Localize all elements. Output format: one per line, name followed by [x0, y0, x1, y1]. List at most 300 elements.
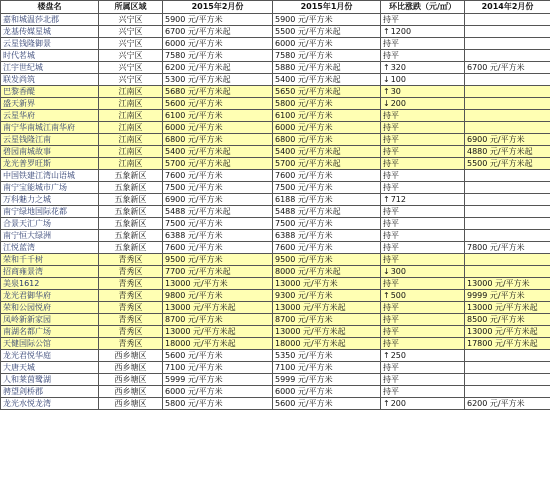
- cell-area-text: 西乡塘区: [114, 350, 147, 360]
- cell-jan-2015: [273, 50, 381, 62]
- cell-feb-2015: [163, 326, 273, 338]
- cell-change: [381, 98, 465, 110]
- cell-feb-2014: [465, 110, 550, 122]
- cell-property-name: [1, 278, 99, 290]
- cell-feb-2015-text: 7100 元/平方米: [165, 362, 223, 372]
- cell-property-name: [1, 158, 99, 170]
- cell-jan-2015: [273, 74, 381, 86]
- cell-jan-2015-text: 6000 元/平方米: [275, 122, 333, 132]
- cell-feb-2015: [163, 62, 273, 74]
- cell-feb-2015: [163, 350, 273, 362]
- cell-jan-2015: [273, 14, 381, 26]
- cell-feb-2014-text: 9999 元/平方米: [467, 290, 525, 300]
- cell-feb-2015-text: 5900 元/平方米: [165, 14, 223, 24]
- cell-area: [99, 122, 163, 134]
- cell-feb-2015: [163, 110, 273, 122]
- cell-jan-2015: [273, 26, 381, 38]
- cell-feb-2015: [163, 134, 273, 146]
- table-row: [1, 362, 550, 374]
- cell-change: [381, 374, 465, 386]
- cell-area: [99, 194, 163, 206]
- cell-feb-2014-text: 13000 元/平方米起: [467, 302, 538, 312]
- cell-change: [381, 74, 465, 86]
- cell-area-text: 青秀区: [118, 266, 143, 276]
- cell-area: [99, 146, 163, 158]
- cell-area: [99, 170, 163, 182]
- cell-change-text: 持平: [383, 362, 399, 372]
- cell-jan-2015: [273, 362, 381, 374]
- cell-property-name: [1, 182, 99, 194]
- cell-change: [381, 26, 465, 38]
- cell-jan-2015: [273, 158, 381, 170]
- cell-feb-2015: [163, 26, 273, 38]
- cell-jan-2015: [273, 338, 381, 350]
- cell-property-name: [1, 350, 99, 362]
- cell-change: [381, 194, 465, 206]
- cell-jan-2015-text: 7600 元/平方米: [275, 170, 333, 180]
- cell-area: [99, 74, 163, 86]
- table-row: [1, 182, 550, 194]
- cell-property-name: [1, 218, 99, 230]
- cell-feb-2015: [163, 362, 273, 374]
- cell-feb-2015: [163, 206, 273, 218]
- cell-feb-2015-text: 5488 元/平方米起: [165, 206, 231, 216]
- header-feb-2014: 2014年2月份: [465, 1, 550, 14]
- cell-jan-2015: [273, 398, 381, 410]
- cell-area-text: 青秀区: [118, 290, 143, 300]
- cell-feb-2015: [163, 242, 273, 254]
- table-row: [1, 26, 550, 38]
- cell-feb-2014-text: 13000 元/平方米起: [467, 326, 538, 336]
- cell-feb-2014-text: 13000 元/平方米: [467, 278, 530, 288]
- table-row: [1, 146, 550, 158]
- cell-change-text: 持平: [383, 374, 399, 384]
- cell-jan-2015-text: 13000 元/平方米起: [275, 326, 346, 336]
- header-area: 所属区域: [99, 1, 163, 14]
- cell-property-name: [1, 194, 99, 206]
- table-row: [1, 134, 550, 146]
- table-row: [1, 86, 550, 98]
- table-row: [1, 374, 550, 386]
- cell-property-name-text: 龙光水悦龙湾: [3, 398, 51, 408]
- cell-jan-2015: [273, 86, 381, 98]
- cell-feb-2014: [465, 386, 550, 398]
- cell-feb-2015: [163, 98, 273, 110]
- cell-feb-2014: [465, 254, 550, 266]
- arrow-up-icon: ↑: [383, 290, 390, 300]
- cell-jan-2015-text: 6100 元/平方米: [275, 110, 333, 120]
- cell-change-text: 持平: [383, 110, 399, 120]
- cell-area: [99, 50, 163, 62]
- cell-change-text: 712: [390, 194, 406, 204]
- cell-change-text: 250: [390, 350, 406, 360]
- cell-jan-2015: [273, 98, 381, 110]
- cell-feb-2015: [163, 386, 273, 398]
- cell-jan-2015-text: 5400 元/平方米起: [275, 74, 341, 84]
- cell-jan-2015: [273, 194, 381, 206]
- table-row: [1, 254, 550, 266]
- cell-feb-2014: [465, 50, 550, 62]
- cell-feb-2014-text: 6700 元/平方米: [467, 62, 525, 72]
- table-row: [1, 386, 550, 398]
- table-row: [1, 398, 550, 410]
- header-jan-2015: 2015年1月份: [273, 1, 381, 14]
- cell-change: [381, 170, 465, 182]
- cell-property-name-text: 巴黎香醍: [3, 86, 35, 96]
- cell-area-text: 兴宁区: [118, 38, 143, 48]
- cell-feb-2015: [163, 194, 273, 206]
- cell-property-name: [1, 242, 99, 254]
- cell-feb-2015-text: 7600 元/平方米: [165, 242, 223, 252]
- cell-area: [99, 206, 163, 218]
- cell-property-name-text: 南湖名都广场: [3, 326, 51, 336]
- cell-feb-2015-text: 13000 元/平方米起: [165, 326, 236, 336]
- cell-property-name-text: 南宁华南城江南华府: [3, 122, 75, 132]
- cell-property-name-text: 荣和千千树: [3, 254, 43, 264]
- table-row: [1, 206, 550, 218]
- cell-feb-2014: [465, 266, 550, 278]
- table-row: [1, 50, 550, 62]
- cell-feb-2014: [465, 374, 550, 386]
- cell-change-text: 持平: [383, 146, 399, 156]
- cell-change-text: 持平: [383, 122, 399, 132]
- cell-feb-2015: [163, 290, 273, 302]
- cell-feb-2014-text: 4880 元/平方米起: [467, 146, 533, 156]
- cell-change: [381, 266, 465, 278]
- cell-area-text: 西乡塘区: [114, 362, 147, 372]
- cell-jan-2015: [273, 374, 381, 386]
- cell-feb-2014: [465, 398, 550, 410]
- cell-feb-2014: [465, 338, 550, 350]
- arrow-down-icon: ↓: [383, 74, 390, 84]
- cell-property-name: [1, 74, 99, 86]
- cell-property-name-text: 骋望剑桥郡: [3, 386, 43, 396]
- cell-property-name: [1, 362, 99, 374]
- cell-jan-2015: [273, 146, 381, 158]
- cell-feb-2015: [163, 38, 273, 50]
- cell-feb-2014: [465, 62, 550, 74]
- cell-jan-2015: [273, 266, 381, 278]
- cell-area-text: 江南区: [118, 146, 143, 156]
- cell-change: [381, 350, 465, 362]
- cell-change: [381, 50, 465, 62]
- cell-jan-2015: [273, 278, 381, 290]
- cell-feb-2015-text: 7700 元/平方米起: [165, 266, 231, 276]
- cell-feb-2014: [465, 182, 550, 194]
- cell-feb-2015: [163, 338, 273, 350]
- cell-feb-2015: [163, 314, 273, 326]
- cell-change: [381, 182, 465, 194]
- cell-property-name: [1, 230, 99, 242]
- cell-jan-2015: [273, 122, 381, 134]
- cell-jan-2015-text: 7500 元/平方米: [275, 218, 333, 228]
- arrow-down-icon: ↓: [383, 98, 390, 108]
- table-row: [1, 74, 550, 86]
- cell-property-name: [1, 326, 99, 338]
- cell-change-text: 320: [390, 62, 406, 72]
- cell-area-text: 兴宁区: [118, 14, 143, 24]
- cell-area-text: 五象新区: [114, 170, 147, 180]
- cell-change: [381, 362, 465, 374]
- cell-change-text: 持平: [383, 134, 399, 144]
- cell-feb-2015-text: 9500 元/平方米: [165, 254, 223, 264]
- cell-area-text: 五象新区: [114, 230, 147, 240]
- table-row: [1, 110, 550, 122]
- cell-area: [99, 158, 163, 170]
- cell-property-name-text: 时代茗城: [3, 50, 35, 60]
- header-row: [1, 1, 550, 14]
- cell-feb-2014: [465, 146, 550, 158]
- cell-feb-2014: [465, 290, 550, 302]
- cell-feb-2015: [163, 218, 273, 230]
- cell-feb-2014: [465, 98, 550, 110]
- cell-area-text: 西乡塘区: [114, 398, 147, 408]
- cell-jan-2015: [273, 290, 381, 302]
- cell-feb-2015: [163, 374, 273, 386]
- cell-jan-2015: [273, 62, 381, 74]
- cell-property-name: [1, 98, 99, 110]
- cell-jan-2015-text: 5500 元/平方米起: [275, 26, 341, 36]
- cell-property-name: [1, 26, 99, 38]
- cell-jan-2015-text: 5880 元/平方米起: [275, 62, 341, 72]
- cell-property-name: [1, 314, 99, 326]
- cell-property-name-text: 江宇世纪城: [3, 62, 43, 72]
- cell-feb-2015-text: 8700 元/平方米: [165, 314, 223, 324]
- cell-feb-2014: [465, 218, 550, 230]
- cell-area: [99, 182, 163, 194]
- cell-property-name-text: 大唐天城: [3, 362, 35, 372]
- cell-feb-2015: [163, 302, 273, 314]
- cell-area-text: 兴宁区: [118, 26, 143, 36]
- cell-change: [381, 218, 465, 230]
- cell-change-text: 100: [390, 74, 406, 84]
- cell-change: [381, 158, 465, 170]
- cell-change-text: 持平: [383, 302, 399, 312]
- cell-change-text: 300: [390, 266, 406, 276]
- cell-jan-2015: [273, 230, 381, 242]
- table-row: [1, 302, 550, 314]
- cell-change: [381, 206, 465, 218]
- cell-property-name: [1, 170, 99, 182]
- arrow-down-icon: ↓: [383, 266, 390, 276]
- cell-area-text: 五象新区: [114, 194, 147, 204]
- cell-area-text: 青秀区: [118, 254, 143, 264]
- cell-feb-2014: [465, 134, 550, 146]
- cell-area-text: 青秀区: [118, 326, 143, 336]
- cell-jan-2015-text: 5900 元/平方米: [275, 14, 333, 24]
- cell-change-text: 1200: [390, 26, 412, 36]
- cell-property-name: [1, 134, 99, 146]
- cell-property-name-text: 云星钱隆御景: [3, 38, 51, 48]
- cell-area-text: 五象新区: [114, 206, 147, 216]
- cell-jan-2015-text: 7100 元/平方米: [275, 362, 333, 372]
- cell-property-name: [1, 122, 99, 134]
- cell-area: [99, 38, 163, 50]
- table-row: [1, 266, 550, 278]
- cell-area-text: 兴宁区: [118, 74, 143, 84]
- cell-area-text: 西乡塘区: [114, 374, 147, 384]
- cell-property-name-text: 江悦蓝湾: [3, 242, 35, 252]
- cell-change-text: 200: [390, 98, 406, 108]
- cell-area: [99, 242, 163, 254]
- cell-property-name-text: 美泉1612: [3, 278, 40, 288]
- cell-area: [99, 134, 163, 146]
- cell-feb-2014-text: 6200 元/平方米: [467, 398, 525, 408]
- cell-area-text: 兴宁区: [118, 62, 143, 72]
- cell-jan-2015-text: 8000 元/平方米起: [275, 266, 341, 276]
- cell-property-name-text: 龙光君悦华庭: [3, 350, 51, 360]
- cell-feb-2014-text: 6900 元/平方米: [467, 134, 525, 144]
- cell-change: [381, 314, 465, 326]
- cell-feb-2015-text: 7580 元/平方米: [165, 50, 223, 60]
- table-row: [1, 314, 550, 326]
- table-row: [1, 170, 550, 182]
- cell-jan-2015-text: 7500 元/平方米: [275, 182, 333, 192]
- arrow-up-icon: ↑: [383, 350, 390, 360]
- table-row: [1, 278, 550, 290]
- table-row: [1, 242, 550, 254]
- cell-change: [381, 122, 465, 134]
- cell-change-text: 持平: [383, 314, 399, 324]
- cell-feb-2015-text: 5800 元/平方米: [165, 398, 223, 408]
- cell-area: [99, 302, 163, 314]
- cell-area: [99, 398, 163, 410]
- cell-feb-2015-text: 7500 元/平方米: [165, 218, 223, 228]
- table-row: [1, 14, 550, 26]
- cell-area: [99, 326, 163, 338]
- cell-area: [99, 350, 163, 362]
- cell-change: [381, 230, 465, 242]
- cell-jan-2015-text: 5700 元/平方米起: [275, 158, 341, 168]
- cell-jan-2015-text: 5650 元/平方米起: [275, 86, 341, 96]
- cell-change-text: 持平: [383, 326, 399, 336]
- cell-area-text: 江南区: [118, 158, 143, 168]
- cell-jan-2015: [273, 302, 381, 314]
- cell-feb-2015-text: 5300 元/平方米起: [165, 74, 231, 84]
- cell-jan-2015-text: 8700 元/平方米: [275, 314, 333, 324]
- cell-area: [99, 14, 163, 26]
- cell-feb-2015-text: 13000 元/平方米: [165, 278, 228, 288]
- cell-feb-2015-text: 5600 元/平方米: [165, 98, 223, 108]
- table-body: [1, 14, 550, 410]
- cell-property-name: [1, 338, 99, 350]
- cell-property-name: [1, 50, 99, 62]
- cell-change-text: 持平: [383, 38, 399, 48]
- table-row: [1, 62, 550, 74]
- cell-feb-2014: [465, 14, 550, 26]
- cell-change-text: 持平: [383, 182, 399, 192]
- arrow-up-icon: ↑: [383, 86, 390, 96]
- cell-jan-2015-text: 5488 元/平方米起: [275, 206, 341, 216]
- cell-change-text: 500: [390, 290, 406, 300]
- cell-feb-2014: [465, 206, 550, 218]
- cell-property-name: [1, 38, 99, 50]
- cell-feb-2015-text: 9800 元/平方米: [165, 290, 223, 300]
- cell-area-text: 青秀区: [118, 278, 143, 288]
- cell-feb-2014: [465, 362, 550, 374]
- cell-area-text: 五象新区: [114, 218, 147, 228]
- cell-feb-2014: [465, 38, 550, 50]
- cell-change-text: 30: [390, 86, 401, 96]
- cell-change-text: 持平: [383, 158, 399, 168]
- cell-feb-2015-text: 18000 元/平方米起: [165, 338, 236, 348]
- cell-area: [99, 290, 163, 302]
- cell-feb-2014-text: 7800 元/平方米: [467, 242, 525, 252]
- cell-feb-2015-text: 6388 元/平方米: [165, 230, 223, 240]
- cell-feb-2014-text: 5500 元/平方米起: [467, 158, 533, 168]
- cell-jan-2015-text: 7580 元/平方米: [275, 50, 333, 60]
- cell-area: [99, 314, 163, 326]
- cell-property-name-text: 联发尚筑: [3, 74, 35, 84]
- cell-feb-2015-text: 5600 元/平方米: [165, 350, 223, 360]
- cell-change: [381, 278, 465, 290]
- cell-area: [99, 254, 163, 266]
- cell-feb-2014-text: 17800 元/平方米起: [467, 338, 538, 348]
- cell-area: [99, 278, 163, 290]
- cell-feb-2014: [465, 326, 550, 338]
- cell-change-text: 持平: [383, 386, 399, 396]
- cell-feb-2014: [465, 158, 550, 170]
- cell-jan-2015-text: 5600 元/平方米: [275, 398, 333, 408]
- cell-property-name: [1, 266, 99, 278]
- cell-jan-2015-text: 6188 元/平方米: [275, 194, 333, 204]
- cell-area: [99, 98, 163, 110]
- cell-area: [99, 266, 163, 278]
- cell-feb-2015-text: 6700 元/平方米起: [165, 26, 231, 36]
- cell-jan-2015-text: 6000 元/平方米: [275, 38, 333, 48]
- cell-property-name-text: 天健国际公馆: [3, 338, 51, 348]
- cell-feb-2015: [163, 230, 273, 242]
- cell-area: [99, 218, 163, 230]
- cell-property-name-text: 南宁恒大绿洲: [3, 230, 51, 240]
- cell-jan-2015: [273, 38, 381, 50]
- cell-area-text: 江南区: [118, 110, 143, 120]
- cell-jan-2015: [273, 134, 381, 146]
- cell-property-name-text: 南宁宝能城市广场: [3, 182, 67, 192]
- cell-feb-2015-text: 5700 元/平方米起: [165, 158, 231, 168]
- cell-change: [381, 254, 465, 266]
- cell-feb-2014: [465, 230, 550, 242]
- cell-area: [99, 338, 163, 350]
- cell-feb-2015-text: 6000 元/平方米: [165, 38, 223, 48]
- cell-area-text: 兴宁区: [118, 50, 143, 60]
- cell-change: [381, 386, 465, 398]
- cell-property-name-text: 龙光普罗旺斯: [3, 158, 51, 168]
- cell-feb-2015-text: 5400 元/平方米起: [165, 146, 231, 156]
- cell-area: [99, 386, 163, 398]
- cell-area-text: 江南区: [118, 134, 143, 144]
- cell-feb-2014: [465, 26, 550, 38]
- arrow-up-icon: ↑: [383, 398, 390, 408]
- cell-property-name-text: 合景天汇广场: [3, 218, 51, 228]
- cell-change-text: 持平: [383, 170, 399, 180]
- cell-property-name: [1, 302, 99, 314]
- cell-property-name: [1, 290, 99, 302]
- cell-area-text: 江南区: [118, 86, 143, 96]
- cell-feb-2015: [163, 170, 273, 182]
- cell-change: [381, 242, 465, 254]
- cell-property-name: [1, 398, 99, 410]
- cell-property-name-text: 万科魅力之城: [3, 194, 51, 204]
- cell-feb-2014: [465, 170, 550, 182]
- cell-feb-2015: [163, 182, 273, 194]
- cell-feb-2014: [465, 302, 550, 314]
- cell-property-name-text: 南宁绿地国际花都: [3, 206, 67, 216]
- cell-jan-2015-text: 13000 元/平方米: [275, 278, 338, 288]
- cell-property-name-text: 龙基传媒星城: [3, 26, 51, 36]
- cell-change-text: 持平: [383, 338, 399, 348]
- cell-property-name-text: 云星华府: [3, 110, 35, 120]
